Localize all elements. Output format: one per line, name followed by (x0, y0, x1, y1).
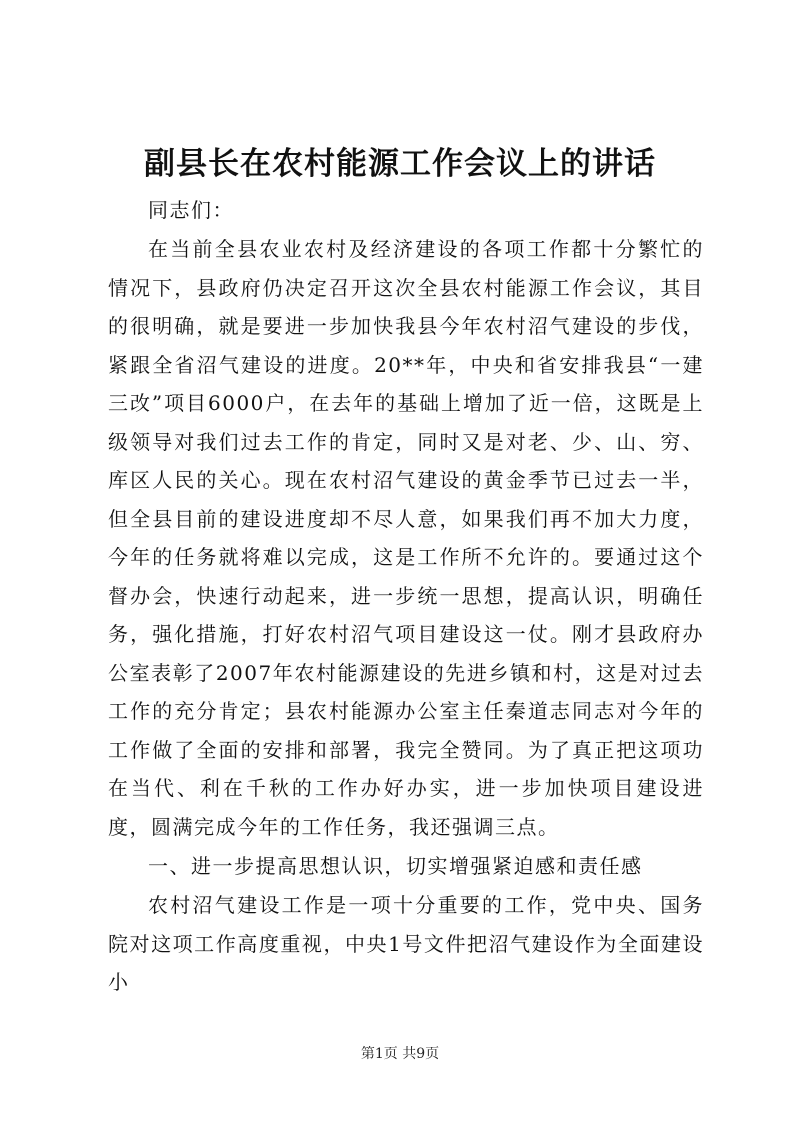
body-paragraph-1: 在当前全县农业农村及经济建设的各项工作都十分繁忙的情况下，县政府仍决定召开这次全县农村能源工作会议，其目的很明确，就是要进一步加快我县今年农村沼气建设的步伐，紧跟全省沼气建设的进度。20**年，中央和省安排我县“一建三改”项目6000户，在去年的基础上增加了近一倍，这既是上级领导对我们过去工作的肯定，同时又是对老、少、山、穷、库区人民的关心。现在农村沼气建设的黄金季节已过去一半，但全县目前的建设进度却不尽人意，如果我们再不加大力度，今年的任务就将难以完成，这是工作所不允许的。要通过这个督办会，快速行动起来，进一步统一思想，提高认识，明确任务，强化措施，打好农村沼气项目建设这一仗。刚才县政府办公室表彰了2007年农村能源建设的先进乡镇和村，这是对过去工作的充分肯定；县农村能源办公室主任秦道志同志对今年的工作做了全面的安排和部署，我完全赞同。为了真正把这项功在当代、利在千秋的工作办好办实，进一步加快项目建设进度，圆满完成今年的工作任务，我还强调三点。 (108, 237, 704, 839)
document-title: 副县长在农村能源工作会议上的讲话 (144, 146, 656, 182)
section-heading-1: 一、进一步提高思想认识，切实增强紧迫感和责任感 (148, 854, 643, 878)
body-paragraph-2: 农村沼气建设工作是一项十分重要的工作，党中央、国务院对这项工作高度重视，中央1号文件把沼气建设作为全面建设小 (108, 893, 704, 994)
greeting-line: 同志们： (148, 198, 234, 222)
page-number-footer: 第1页 共9页 (360, 1046, 440, 1062)
